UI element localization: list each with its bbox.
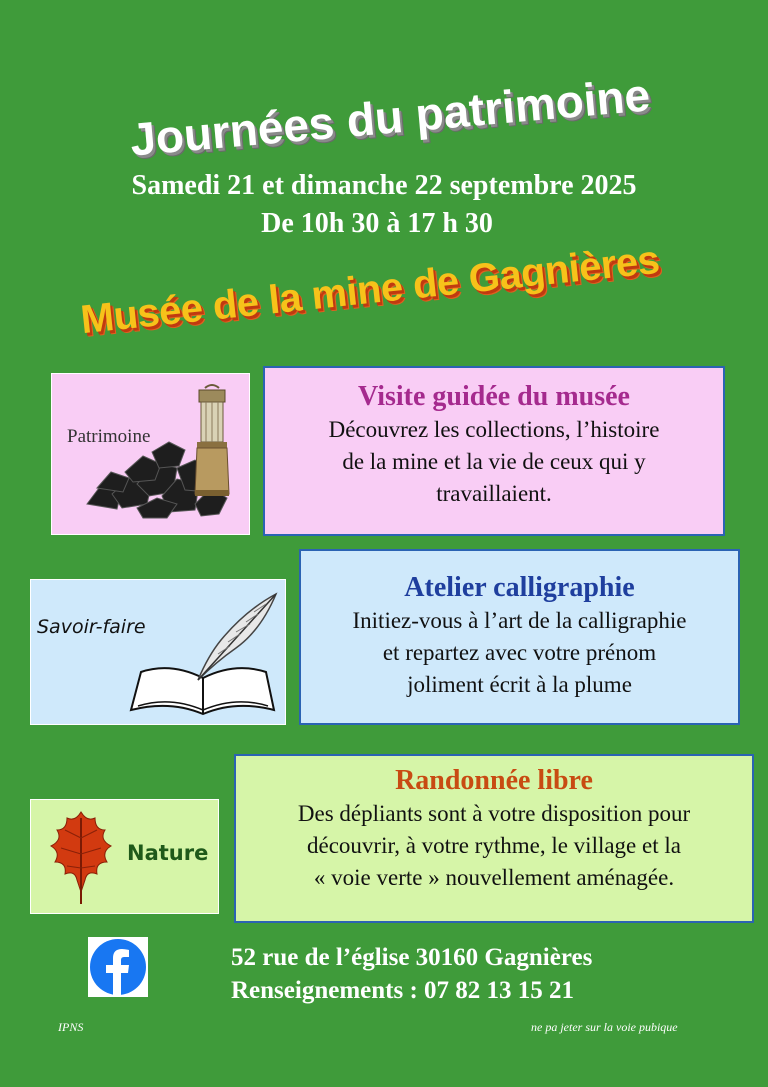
activity-desc-line: joliment écrit à la plume <box>407 672 632 697</box>
facebook-link[interactable] <box>88 937 148 997</box>
activity-desc-line: « voie verte » nouvellement aménagée. <box>313 865 675 890</box>
activity-title: Atelier calligraphie <box>404 572 635 603</box>
museum-name: Musée de la mine de Gagnières <box>78 237 662 343</box>
ipns-note: IPNS <box>58 1020 84 1034</box>
event-dates: Samedi 21 et dimanche 22 septembre 2025 <box>131 170 637 201</box>
nature-tag: Nature <box>127 841 209 865</box>
patrimoine-image <box>51 373 250 535</box>
disclaimer-note: ne pa jeter sur la voie pubique <box>531 1020 678 1034</box>
quill-book-icon <box>126 590 286 720</box>
activity-title: Visite guidée du musée <box>358 381 630 412</box>
activity-desc-line: Des dépliants sont à votre disposition pour <box>297 801 691 826</box>
activity-desc-line: travaillaient. <box>436 481 552 506</box>
nature-image <box>30 799 219 914</box>
activity-randonnee-libre <box>234 754 754 923</box>
activity-desc-line: découvrir, à votre rythme, le village et la <box>307 833 681 858</box>
activity-desc-line: Découvrez les collections, l’histoire <box>328 417 660 442</box>
activity-visite-guidee <box>263 366 725 536</box>
patrimoine-tag: Patrimoine <box>67 426 151 447</box>
savoir-faire-tag: Savoir-faire <box>37 616 146 638</box>
activity-desc-line: et repartez avec votre prénom <box>382 640 657 665</box>
activity-desc-line: de la mine et la vie de ceux qui y <box>342 449 646 474</box>
activity-title: Randonnée libre <box>395 765 593 796</box>
activity-atelier-calligraphie <box>299 549 740 725</box>
savoir-faire-image <box>30 579 286 725</box>
oak-leaf-icon <box>45 808 117 908</box>
event-hours: De 10h 30 à 17 h 30 <box>261 208 493 239</box>
address: 52 rue de l’église 30160 Gagnières <box>231 944 593 971</box>
facebook-icon <box>88 937 148 997</box>
activity-desc-line: Initiez-vous à l’art de la calligraphie <box>352 608 687 633</box>
miner-lamp-icon <box>187 382 237 502</box>
contact-phone: Renseignements : 07 82 13 15 21 <box>231 977 575 1004</box>
page-title: Journées du patrimoine <box>128 68 652 166</box>
